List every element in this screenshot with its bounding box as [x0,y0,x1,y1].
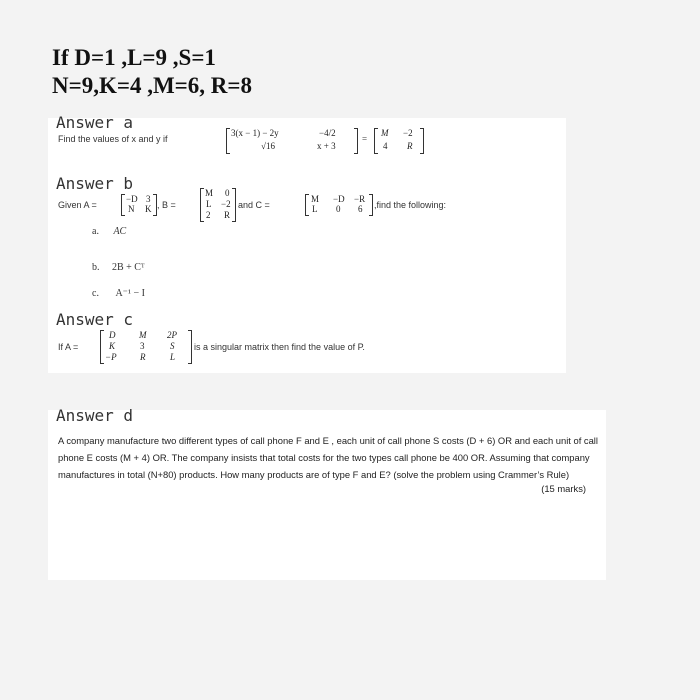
matrix-cell: −P [105,352,117,362]
answer-a-equals: = [362,134,368,144]
matrix-cell: 3 [140,341,145,351]
matrix-cell: K [145,204,152,214]
item-expression: A⁻¹ − I [115,288,145,299]
matrix-cell: x + 3 [317,141,336,151]
matrix-cell: 0 [336,204,341,214]
answer-b-matrix-c [305,194,373,216]
item-marker: a. [92,226,99,237]
matrix-cell: 2P [167,330,177,340]
matrix-cell: 3 [146,194,151,204]
answer-b-matrix-a [121,194,157,216]
matrix-cell: M [381,128,389,138]
given-values [52,44,252,100]
answer-b-tail: ,find the following: [374,200,447,210]
answer-b-c-equals: and C = [238,200,270,210]
answer-b-matrix-b [200,188,236,222]
answer-a-lhs-matrix [226,128,358,154]
matrix-cell: N [128,204,135,214]
matrix-cell: K [109,341,116,351]
item-expression: AC [113,226,127,237]
matrix-cell: L [312,204,318,214]
matrix-cell: √16 [261,141,275,151]
matrix-cell: −2 [403,128,413,138]
answer-c-text: is a singular matrix then find the value of P. [194,342,365,352]
question-d-card [48,406,606,580]
answer-a-rhs-matrix [374,128,424,154]
matrix-cell: L [206,199,212,209]
matrix-cell: 6 [358,204,363,214]
matrix-cell: 3(x − 1) − 2y [231,128,279,138]
item-expression: 2B + Cᵀ [112,262,145,273]
matrix-cell: −4/2 [319,128,336,138]
answer-c-prefix: If A = [58,342,79,352]
answer-b-label: Answer b [56,174,134,193]
matrix-cell: D [109,330,116,340]
matrix-cell: −D [333,194,345,204]
answer-b-item-b [92,262,145,273]
answer-b-item-a [92,226,126,237]
matrix-cell: L [170,352,176,362]
given-values-line-2: N=9,K=4 ,M=6, R=8 [52,73,252,98]
answer-c-label: Answer c [56,310,134,329]
item-marker: b. [92,262,100,273]
answer-d-label: Answer d [56,406,134,425]
answer-d-marks: (15 marks) [541,483,586,494]
answer-b-b-equals: , B = [157,200,176,210]
answer-b-given: Given A = [58,200,97,210]
answer-a-label: Answer a [56,113,134,132]
matrix-cell: M [205,188,214,198]
matrix-cell: 4 [383,141,388,151]
matrix-cell: 0 [225,188,230,198]
questions-abc-card [48,113,566,373]
item-marker: c. [92,288,99,299]
answer-b-item-c [92,288,145,299]
matrix-cell: M [139,330,147,340]
answer-d-paragraph: A company manufacture two different types of call phone F and E , each unit of call phone S costs (D + 6) OR and each unit of call phone E costs (M + 4) OR. The company insists that total costs for the two types call phone be 400 OR. Assuming that company manufactures in total (N+80) products. How many products are of type F and E? (solve the problem using Crammer’s Rule) [58,435,598,480]
matrix-cell: −R [354,194,366,204]
matrix-cell: R [140,352,146,362]
given-values-line-1: If D=1 ,L=9 ,S=1 [52,45,216,70]
matrix-cell: M [311,194,320,204]
matrix-cell: R [407,141,413,151]
matrix-cell: 2 [206,210,211,220]
matrix-cell: S [170,341,175,351]
answer-a-text: Find the values of x and y if [58,134,168,144]
matrix-cell: R [224,210,231,220]
answer-c-matrix-a [100,330,192,364]
matrix-cell: −2 [221,199,231,209]
matrix-cell: −D [126,194,138,204]
